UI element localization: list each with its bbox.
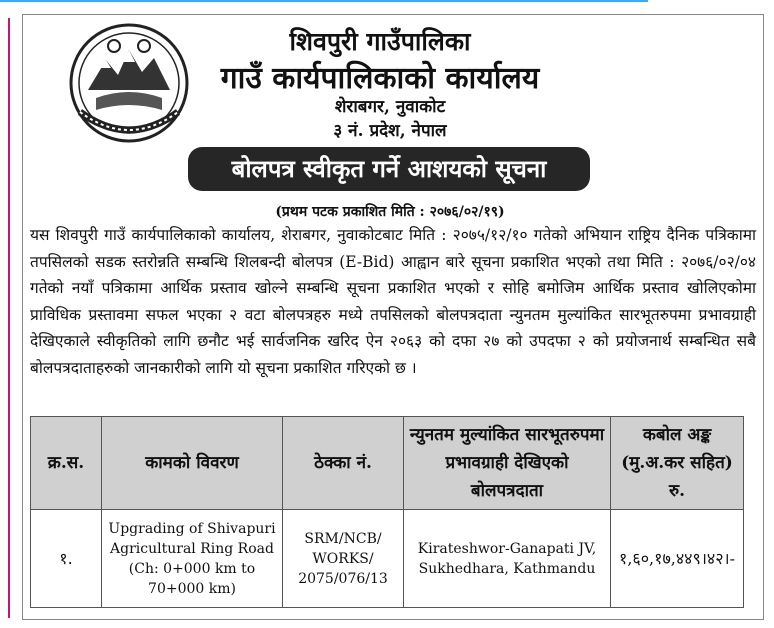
cell-contract-no: SRM/NCB/ WORKS/ 2075/076/13 xyxy=(283,510,404,608)
header-contract-no: ठेक्का नं. xyxy=(283,417,404,510)
header-bidder: न्युनतम मुल्यांकित सारभूतरुपमा प्रभावग्राही देखिएको बोलपत्रदाता xyxy=(404,417,611,510)
header-description: कामको विवरण xyxy=(102,417,283,510)
table-row xyxy=(31,510,744,608)
notice-body: यस शिवपुरी गाउँ कार्यपालिकाको कार्यालय, शेराबगर, नुवाकोटबाट मिति : २०७५/१२/१० गतेको अभियान राष्ट्रिय दैनिक पत्रिकामा तपसिलको सडक स्तरोन्नति सम्बन्धि शिलबन्दी बोलपत्र (E-Bid) आह्वान बारे सूचना प्रकाशित भएको तथा मिति : २०७६/०२/०४ गतेको नयाँ पत्रिकामा आर्थिक प्रस्ताव खोल्ने सम्बन्धि सूचना प्रकाशित भएको र सोहि बमोजिम आर्थिक प्रस्ताव खोलिएकोमा प्राविधिक प्रस्तावमा सफल भएका २ वटा बोलपत्रहरु मध्ये तपसिलको बोलपत्रदाता न्युनतम मुल्यांकित सारभूतरुपमा प्रभावग्राही देखिएकाले स्वीकृतिको लागि छनौट भई सार्वजनिक खरिद ऐन २०६३ को दफा २७ को उपदफा २ को प्रयोजनार्थ सम्बन्धित सबै बोलपत्रदाताहरुको जानकारीको लागि यो सूचना प्रकाशित गरिएको छ । xyxy=(30,226,756,377)
notice-title-banner: बोलपत्र स्वीकृत गर्ने आशयको सूचना xyxy=(188,147,590,191)
top-accent-line xyxy=(0,0,648,2)
cell-description: Upgrading of Shivapuri Agricultural Ring Road (Ch: 0+000 km to 70+000 km) xyxy=(102,510,283,608)
first-published-date: (प्रथम पटक प्रकाशित मिति : २०७६/०२/१९) xyxy=(275,204,505,220)
cell-bidder: Kirateshwor-Ganapati JV, Sukhedhara, Kathmandu xyxy=(404,510,611,608)
cell-sn: १. xyxy=(31,510,102,608)
header-amount: कबोल अङ्क (मु.अ.कर सहित) रु. xyxy=(611,417,744,510)
table-header-row xyxy=(31,417,744,510)
org-name: शिवपुरी गाउँपालिका xyxy=(289,27,471,56)
cell-amount: १,६०,१७,४४९।४२।- xyxy=(611,510,744,608)
bid-result-table xyxy=(30,416,744,608)
province-line: ३ नं. प्रदेश, नेपाल xyxy=(333,121,447,141)
office-name: गाउँ कार्यपालिकाको कार्यालय xyxy=(220,61,540,96)
left-accent-line xyxy=(8,18,10,618)
address-line: शेराबगर, नुवाकोट xyxy=(334,97,446,117)
header-sn: क्र.स. xyxy=(31,417,102,510)
